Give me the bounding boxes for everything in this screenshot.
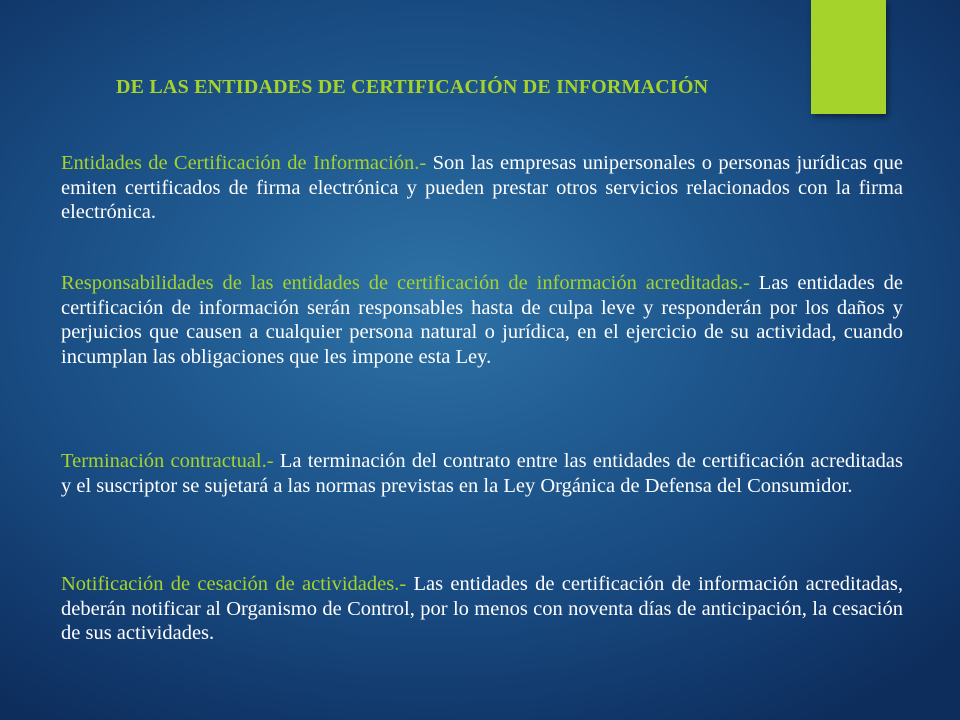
paragraph-body: Son las empresas unipersonales o personas jurídicas que emiten certificados de firma electrónica y pueden prestar otros servicios relacionados con la firma electrónica.	[61, 152, 903, 223]
paragraph-body: Las entidades de certificación de información acreditadas, deberán notificar al Organismo de Control, por lo menos con noventa días de anticipación, la cesación de sus actividades.	[61, 573, 903, 644]
paragraph-terminacion	[61, 449, 903, 498]
slide-title: DE LAS ENTIDADES DE CERTIFICACIÓN DE INFORMACIÓN	[116, 76, 709, 98]
paragraph-heading: Entidades de Certificación de Información.-	[61, 152, 427, 174]
paragraph-responsabilidades	[61, 271, 903, 369]
paragraph-entidades	[61, 151, 903, 225]
paragraph-heading: Responsabilidades de las entidades de certificación de información acreditadas.-	[61, 272, 750, 294]
paragraph-heading: Notificación de cesación de actividades.-	[61, 573, 407, 595]
paragraph-heading: Terminación contractual.-	[61, 450, 274, 472]
paragraph-body: Las entidades de certificación de información serán responsables hasta de culpa leve y responderán por los daños y perjuicios que causen a cualquier persona natural o jurídica, en el ejercicio de su actividad, cuando incumplan las obligaciones que les impone esta Ley.	[61, 272, 903, 368]
accent-bar	[811, 0, 886, 114]
paragraph-notificacion	[61, 572, 903, 646]
paragraph-body: La terminación del contrato entre las entidades de certificación acreditadas y el suscriptor se sujetará a las normas previstas en la Ley Orgánica de Defensa del Consumidor.	[61, 450, 903, 497]
